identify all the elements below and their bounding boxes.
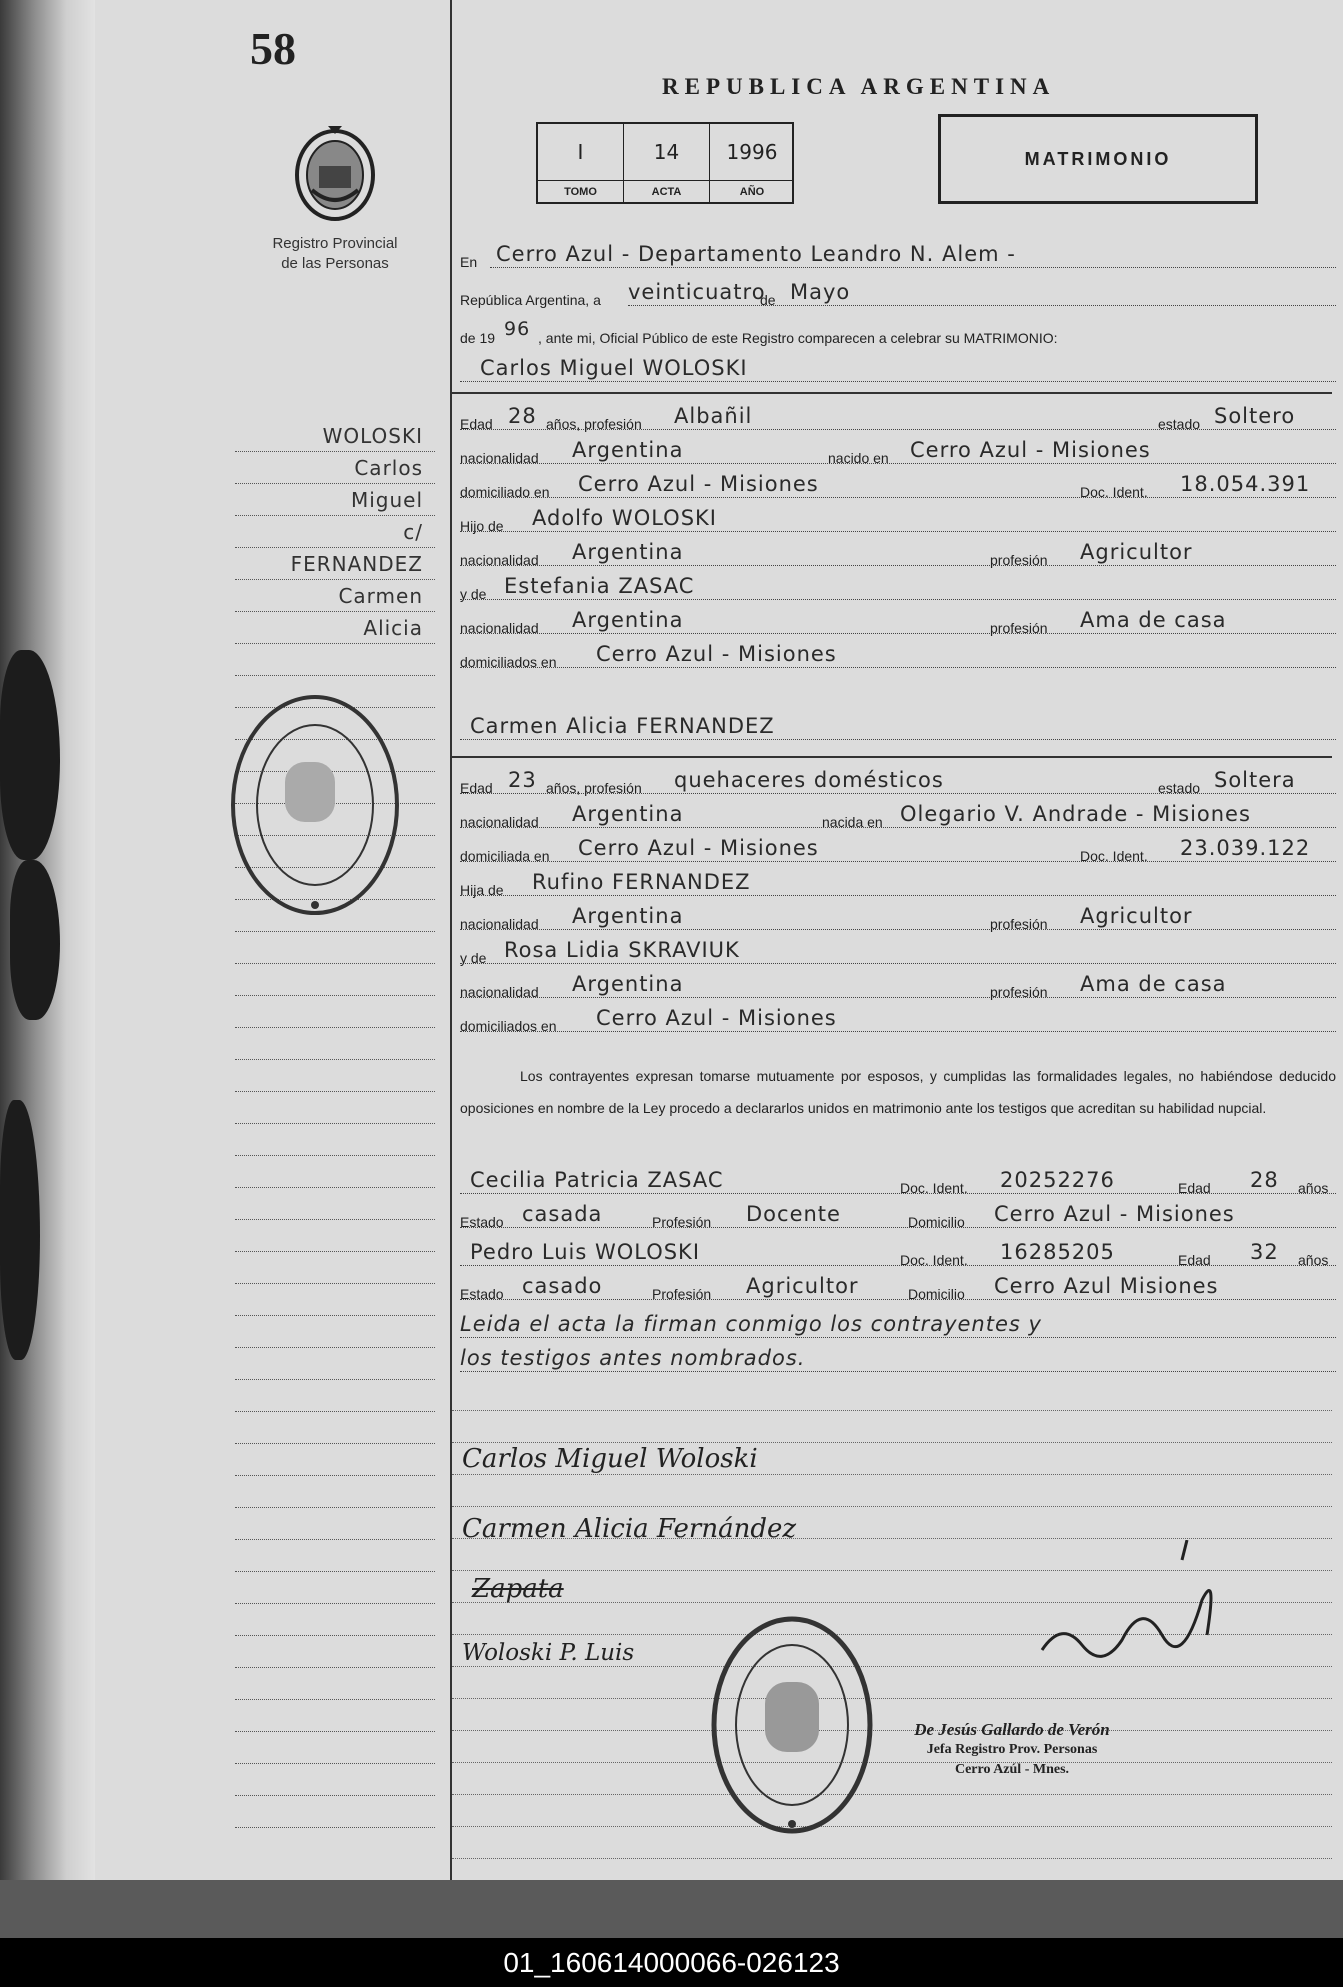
parents-domicile: Cerro Azul - Misiones	[596, 1006, 837, 1030]
bride-father-detail-row	[460, 904, 1336, 934]
margin-line	[235, 1540, 435, 1572]
margin-line	[235, 964, 435, 996]
field-label: años, profesión	[546, 780, 642, 796]
father-profession: Agricultor	[1080, 904, 1193, 928]
bride-domicile-row	[460, 836, 1336, 866]
seal-stamp-icon	[707, 1610, 877, 1840]
margin-line	[235, 548, 435, 580]
field-label: Edad	[1178, 1252, 1211, 1268]
margin-line	[235, 1252, 435, 1284]
section-divider	[452, 756, 1332, 758]
field-label: años	[1298, 1252, 1329, 1268]
margin-line	[235, 1284, 435, 1316]
ruled-line	[452, 1442, 1332, 1443]
fill-line	[460, 1337, 1336, 1338]
father-profession: Agricultor	[1080, 540, 1193, 564]
fill-line	[460, 531, 1336, 532]
groom-father-detail-row	[460, 540, 1336, 570]
witness-row	[460, 1240, 1336, 1270]
doc-value: 18.054.391	[1180, 472, 1311, 496]
groom-name: Carlos Miguel WOLOSKI	[480, 356, 748, 380]
fill-line	[460, 929, 1336, 930]
mother-nationality: Argentina	[572, 608, 684, 632]
margin-line	[235, 452, 435, 484]
record-type-box: MATRIMONIO	[938, 114, 1258, 204]
estado-value: Soltero	[1214, 404, 1296, 428]
ink-stain	[10, 860, 60, 1020]
mother-name: Estefania ZASAC	[504, 574, 695, 598]
witness-profession: Docente	[746, 1202, 841, 1226]
witness-domicile: Cerro Azul Misiones	[994, 1274, 1219, 1298]
parents-domicile: Cerro Azul - Misiones	[596, 642, 837, 666]
field-label: y de	[460, 586, 487, 602]
official-block	[862, 1720, 1162, 1780]
birthplace-value: Olegario V. Andrade - Misiones	[900, 802, 1251, 826]
groom-domicile-row	[460, 472, 1336, 502]
margin-line	[235, 1156, 435, 1188]
bride-mother-row	[460, 938, 1336, 968]
margin-line	[235, 996, 435, 1028]
age-value: 23	[508, 768, 537, 792]
margin-line	[235, 1316, 435, 1348]
intro-year-row	[460, 318, 1336, 348]
field-label: nacionalidad	[460, 620, 539, 636]
ruled-line	[452, 1474, 1332, 1475]
groom-signature: Carlos Miguel Woloski	[462, 1444, 758, 1474]
field-label: Profesión	[652, 1286, 712, 1302]
margin-line	[235, 1444, 435, 1476]
mother-name: Rosa Lidia SKRAVIUK	[504, 938, 740, 962]
witness-estado: casada	[522, 1202, 603, 1226]
margin-line	[235, 1476, 435, 1508]
profession-value: quehaceres domésticos	[674, 768, 944, 792]
fill-line	[460, 1227, 1336, 1228]
father-nationality: Argentina	[572, 904, 684, 928]
witness-name: Cecilia Patricia ZASAC	[470, 1168, 724, 1192]
ano-value: 1996	[726, 140, 778, 164]
witness-detail-row	[460, 1274, 1336, 1304]
field-label: de 19	[460, 330, 496, 346]
age-value: 28	[508, 404, 537, 428]
margin-line	[235, 1188, 435, 1220]
official-name: De Jesús Gallardo de Verón	[914, 1720, 1110, 1739]
official-title: Jefa Registro Prov. Personas	[926, 1742, 1098, 1757]
bride-age-row	[460, 768, 1336, 798]
fill-line	[460, 895, 1336, 896]
field-label: Domicilio	[908, 1214, 965, 1230]
margin-line	[235, 1124, 435, 1156]
witness-profession: Agricultor	[746, 1274, 859, 1298]
fill-line	[460, 997, 1336, 998]
margin-note-line: c/	[403, 520, 423, 544]
margin-line	[235, 1668, 435, 1700]
bride-father-row	[460, 870, 1336, 900]
field-label: nacionalidad	[460, 984, 539, 1000]
acta-value: 14	[624, 124, 710, 180]
witness-doc: 16285205	[1000, 1240, 1115, 1264]
seal-stamp-icon	[225, 690, 405, 920]
intro-date-row	[460, 280, 1336, 310]
field-label: Estado	[460, 1214, 504, 1230]
left-margin-column	[95, 0, 450, 1880]
bride-mother-detail-row	[460, 972, 1336, 1002]
mother-nationality: Argentina	[572, 972, 684, 996]
fill-line	[460, 1371, 1336, 1372]
bride-signature: Carmen Alicia Fernández	[462, 1514, 797, 1544]
margin-line	[235, 516, 435, 548]
margin-line	[235, 1604, 435, 1636]
ruled-line	[452, 1794, 1332, 1795]
field-label: domiciliado en	[460, 484, 550, 500]
margin-line	[235, 932, 435, 964]
fill-line	[628, 305, 1336, 306]
witness-row	[460, 1168, 1336, 1198]
fill-line	[490, 267, 1336, 268]
field-label: Profesión	[652, 1214, 712, 1230]
fill-line	[460, 827, 1336, 828]
margin-note-line: Miguel	[350, 488, 423, 512]
fill-line	[460, 381, 1336, 382]
witness-signature: Zapata	[472, 1574, 564, 1604]
acta-label: ACTA	[624, 180, 710, 202]
fill-line	[460, 1299, 1336, 1300]
margin-line	[235, 420, 435, 452]
field-label: En	[460, 254, 478, 270]
margin-line	[235, 1700, 435, 1732]
margin-line	[235, 1796, 435, 1828]
bride-name: Carmen Alicia FERNANDEZ	[470, 714, 775, 738]
groom-mother-detail-row	[460, 608, 1336, 638]
ruled-line	[452, 1698, 1332, 1699]
bride-name-row	[460, 714, 1336, 744]
ruled-line	[452, 1410, 1332, 1411]
field-label: profesión	[990, 552, 1048, 568]
groom-mother-row	[460, 574, 1336, 604]
field-label: años	[1298, 1180, 1329, 1196]
father-nationality: Argentina	[572, 540, 684, 564]
field-label: nacionalidad	[460, 916, 539, 932]
nationality-value: Argentina	[572, 802, 684, 826]
margin-lines	[235, 420, 435, 1828]
registry-caption-line: Registro Provincial	[272, 235, 398, 252]
field-label: y de	[460, 950, 487, 966]
field-label: nacionalidad	[460, 814, 539, 830]
day-value: veinticuatro	[628, 280, 766, 304]
act-body	[450, 0, 1343, 1880]
field-label: profesión	[990, 916, 1048, 932]
field-label: Edad	[460, 780, 493, 796]
field-label: domiciliados en	[460, 654, 557, 670]
groom-father-row	[460, 506, 1336, 536]
intro-place-row	[460, 242, 1336, 272]
official-office: Cerro Azúl - Mnes.	[954, 1762, 1070, 1777]
fill-line	[460, 1031, 1336, 1032]
section-divider	[452, 392, 1332, 394]
field-label: nacida en	[822, 814, 883, 830]
margin-line	[235, 1412, 435, 1444]
fill-line	[460, 463, 1336, 464]
field-label: Edad	[460, 416, 493, 432]
fill-line	[460, 861, 1336, 862]
field-label: nacionalidad	[460, 450, 539, 466]
register-page	[95, 0, 1343, 1880]
field-label: estado	[1158, 416, 1201, 432]
groom-age-row	[460, 404, 1336, 434]
field-label: nacido en	[828, 450, 889, 466]
ruled-line	[452, 1506, 1332, 1507]
field-label: Doc. Ident.	[900, 1180, 968, 1196]
field-label: Hijo de	[460, 518, 504, 534]
field-label: Hija de	[460, 882, 504, 898]
bride-birth-row	[460, 802, 1336, 832]
country-heading: REPUBLICA ARGENTINA	[662, 74, 1056, 99]
margin-note-line: WOLOSKI	[322, 424, 423, 448]
ruled-line	[452, 1826, 1332, 1827]
fill-line	[460, 963, 1336, 964]
margin-line	[235, 1636, 435, 1668]
margin-note-line: FERNANDEZ	[290, 552, 423, 576]
witness-detail-row	[460, 1202, 1336, 1232]
tomo-label: TOMO	[538, 180, 624, 202]
fill-line	[460, 633, 1336, 634]
witness-name: Pedro Luis WOLOSKI	[470, 1240, 701, 1264]
place-value: Cerro Azul - Departamento Leandro N. Alem -	[496, 242, 1016, 266]
margin-line	[235, 612, 435, 644]
registry-caption	[235, 234, 435, 274]
margin-note-line: Alicia	[363, 616, 423, 640]
page-number: 58	[250, 23, 296, 74]
tomo-value: I	[538, 124, 624, 180]
scan-id-footer: 01_160614000066-026123	[0, 1938, 1343, 1987]
margin-note-line: Carmen	[338, 584, 423, 608]
closing-note-row	[460, 1346, 1336, 1376]
margin-line	[235, 580, 435, 612]
margin-line	[235, 1220, 435, 1252]
fill-line	[460, 497, 1336, 498]
fill-line	[460, 667, 1336, 668]
witness-estado: casado	[522, 1274, 603, 1298]
field-label: profesión	[990, 620, 1048, 636]
field-label: de	[760, 292, 776, 308]
margin-note-line: Carlos	[354, 456, 423, 480]
margin-line	[235, 1028, 435, 1060]
field-label: Estado	[460, 1286, 504, 1302]
field-label: Doc. Ident.	[1080, 484, 1148, 500]
witness-age: 32	[1250, 1240, 1279, 1264]
bride-parents-domicile-row	[460, 1006, 1336, 1036]
mother-profession: Ama de casa	[1080, 972, 1227, 996]
estado-value: Soltera	[1214, 768, 1296, 792]
witness-signature: Woloski P. Luis	[462, 1640, 635, 1666]
registry-caption-line: de las Personas	[281, 255, 389, 272]
margin-line	[235, 1348, 435, 1380]
margin-line	[235, 1380, 435, 1412]
declaration-text: Los contrayentes expresan tomarse mutuamente por esposos, y cumplidas las formalidades legales, no habiéndose deducido oposiciones en nombre de la Ley procedo a declararlos unidos en matrimonio ante los testigos que acreditan su habilidad nupcial.	[460, 1068, 1336, 1116]
margin-line	[235, 1508, 435, 1540]
year-value: 96	[504, 318, 531, 340]
official-signature-scribble	[1032, 1540, 1242, 1680]
nationality-value: Argentina	[572, 438, 684, 462]
mother-profession: Ama de casa	[1080, 608, 1227, 632]
birthplace-value: Cerro Azul - Misiones	[910, 438, 1151, 462]
ruled-line	[452, 1858, 1332, 1859]
father-name: Rufino FERNANDEZ	[532, 870, 751, 894]
fill-line	[460, 565, 1336, 566]
witness-doc: 20252276	[1000, 1168, 1115, 1192]
margin-line	[235, 1732, 435, 1764]
field-label: profesión	[990, 984, 1048, 1000]
field-label: República Argentina, a	[460, 292, 601, 308]
margin-line	[235, 644, 435, 676]
margin-line	[235, 1060, 435, 1092]
closing-note-row	[460, 1312, 1336, 1342]
field-label: Doc. Ident.	[1080, 848, 1148, 864]
fill-line	[460, 599, 1336, 600]
field-label: Edad	[1178, 1180, 1211, 1196]
margin-line	[235, 1572, 435, 1604]
field-label: nacionalidad	[460, 552, 539, 568]
field-label: años, profesión	[546, 416, 642, 432]
domicile-value: Cerro Azul - Misiones	[578, 836, 819, 860]
father-name: Adolfo WOLOSKI	[532, 506, 717, 530]
profession-value: Albañil	[674, 404, 753, 428]
groom-parents-domicile-row	[460, 642, 1336, 672]
field-label: domiciliada en	[460, 848, 550, 864]
volume-box	[536, 122, 794, 204]
groom-name-row	[460, 356, 1336, 386]
margin-line	[235, 484, 435, 516]
field-label: estado	[1158, 780, 1201, 796]
closing-note-line: Leida el acta la firman conmigo los contrayentes y	[460, 1312, 1042, 1336]
month-value: Mayo	[790, 280, 851, 304]
field-label: Domicilio	[908, 1286, 965, 1302]
ano-label: AÑO	[710, 180, 794, 202]
margin-line	[235, 1092, 435, 1124]
field-label: Doc. Ident.	[900, 1252, 968, 1268]
closing-note-line: los testigos antes nombrados.	[460, 1346, 806, 1370]
witness-age: 28	[1250, 1168, 1279, 1192]
field-label: domiciliados en	[460, 1018, 557, 1034]
domicile-value: Cerro Azul - Misiones	[578, 472, 819, 496]
witness-domicile: Cerro Azul - Misiones	[994, 1202, 1235, 1226]
provincial-emblem-icon	[292, 120, 378, 226]
margin-line	[235, 1764, 435, 1796]
doc-value: 23.039.122	[1180, 836, 1311, 860]
fill-line	[460, 739, 1336, 740]
statement-text: , ante mi, Oficial Público de este Registro comparecen a celebrar su MATRIMONIO:	[538, 330, 1058, 346]
groom-birth-row	[460, 438, 1336, 468]
